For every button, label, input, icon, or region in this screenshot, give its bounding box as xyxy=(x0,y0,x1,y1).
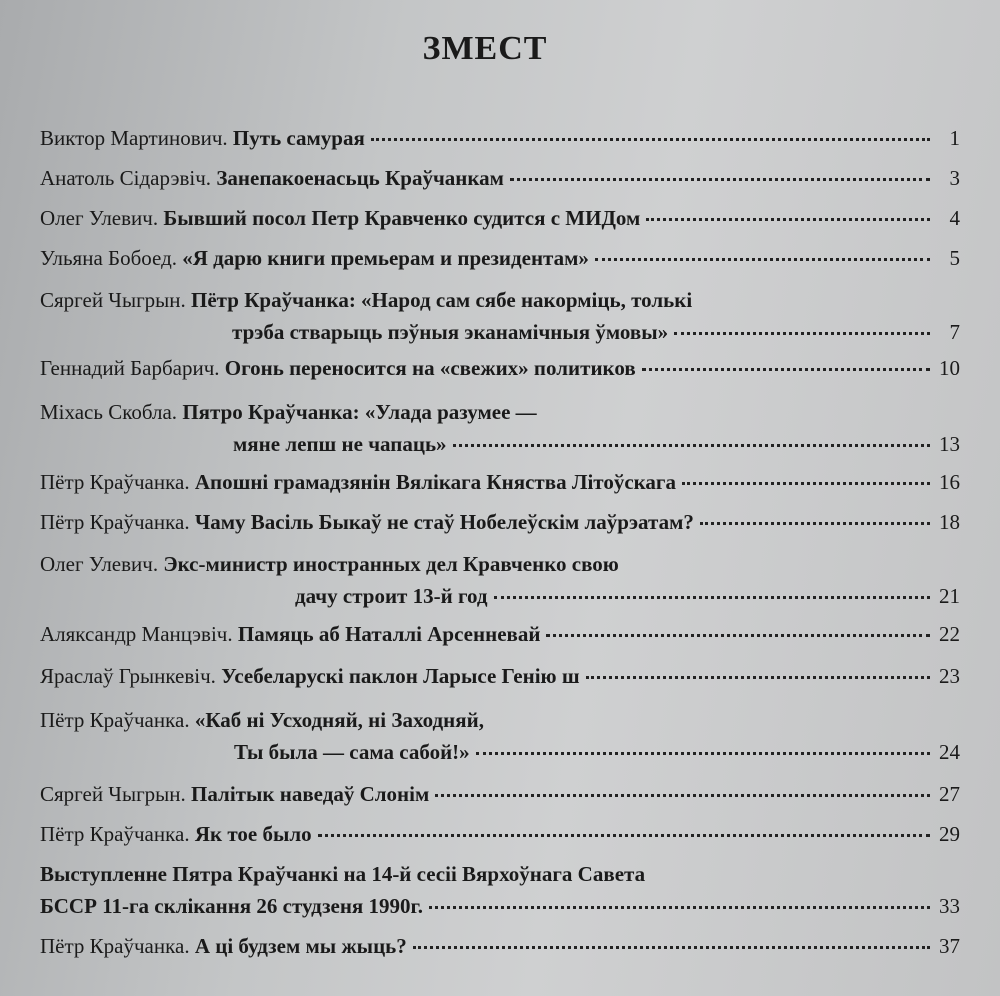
dot-leader xyxy=(453,444,930,447)
toc-title: Бывший посол Петр Кравченко судится с МИДом xyxy=(163,206,641,230)
toc-title-continued: трэба стварыць пэўныя эканамічныя ўмовы» xyxy=(232,320,669,344)
dot-leader xyxy=(700,522,930,525)
toc-author: Пётр Краўчанка. xyxy=(40,470,190,494)
toc-author: Пётр Краўчанка. xyxy=(40,822,190,846)
toc-author: Ульяна Бобоед. xyxy=(40,246,178,270)
toc-entry xyxy=(40,396,960,460)
dot-leader xyxy=(646,218,930,221)
toc-page-number: 24 xyxy=(939,740,960,764)
toc-author: Олег Улевич. xyxy=(40,206,159,230)
toc-title: Выступленне Пятра Краўчанкі на 14-й сесіі Вярхоўнага Савета xyxy=(40,862,646,886)
dot-leader xyxy=(429,906,930,909)
toc-title: Экс-министр иностранных дел Кравченко свою xyxy=(163,552,619,576)
toc-author: Олег Улевич. xyxy=(40,552,159,576)
toc-title-continued: мяне лепш не чапаць» xyxy=(233,432,447,456)
toc-entry xyxy=(40,858,960,922)
toc-title: Пётр Краўчанка: «Народ сам сябе накорміць, толькі xyxy=(191,288,693,312)
toc-author: Геннадий Барбарич. xyxy=(40,356,220,380)
page-title: ЗМЕСТ xyxy=(422,30,548,67)
toc-author: Пётр Краўчанка. xyxy=(40,708,190,732)
toc-title: «Я дарю книги премьерам и президентам» xyxy=(182,246,589,270)
toc-page-number: 10 xyxy=(939,356,960,380)
toc-page-number: 7 xyxy=(949,320,960,344)
toc-title: Усебеларускі паклон Ларысе Генію ш xyxy=(221,664,580,688)
toc-title: Як тое было xyxy=(194,822,312,846)
dot-leader xyxy=(642,368,930,371)
toc-title: А ці будзем мы жыць? xyxy=(194,934,407,958)
toc-page-number: 1 xyxy=(949,126,960,150)
toc-author: Сяргей Чыгрын. xyxy=(40,288,186,312)
toc-page-number: 21 xyxy=(939,584,960,608)
dot-leader xyxy=(318,834,930,837)
toc-entry xyxy=(40,704,960,768)
dot-leader xyxy=(586,676,930,679)
toc-entry xyxy=(40,122,960,154)
toc-title: «Каб ні Усходняй, ні Заходняй, xyxy=(194,708,484,732)
toc-title: Занепакоенасьць Краўчанкам xyxy=(216,166,504,190)
toc-author: Пётр Краўчанка. xyxy=(40,510,190,534)
toc-entry xyxy=(40,284,960,348)
toc-page-number: 16 xyxy=(939,470,960,494)
toc-page-number: 23 xyxy=(939,664,960,688)
toc-page-number: 29 xyxy=(939,822,960,846)
toc-author: Анатоль Сідарэвіч. xyxy=(40,166,212,190)
dot-leader xyxy=(371,138,930,141)
toc-page-number: 22 xyxy=(939,622,960,646)
toc-entry xyxy=(40,930,960,962)
dot-leader xyxy=(546,634,930,637)
toc-entry xyxy=(40,352,960,384)
toc-entry xyxy=(40,618,960,650)
toc-entry xyxy=(40,242,960,274)
toc-entry xyxy=(40,466,960,498)
toc-page-number: 5 xyxy=(949,246,960,270)
toc-title: Палітык наведаў Слонім xyxy=(191,782,430,806)
toc-entry xyxy=(40,660,960,692)
toc-title: Апошні грамадзянін Вялікага Княства Літоўскага xyxy=(194,470,676,494)
toc-title: Путь самурая xyxy=(232,126,365,150)
toc-author: Сяргей Чыгрын. xyxy=(40,782,186,806)
toc-page-number: 3 xyxy=(949,166,960,190)
toc-title: Памяць аб Наталлі Арсенневай xyxy=(237,622,541,646)
dot-leader xyxy=(595,258,930,261)
toc-title-continued: БССР 11-га склікання 26 студзеня 1990г. xyxy=(40,894,423,918)
dot-leader xyxy=(413,946,930,949)
toc-page-number: 4 xyxy=(949,206,960,230)
dot-leader xyxy=(682,482,930,485)
toc-entry xyxy=(40,818,960,850)
toc-author: Виктор Мартинович. xyxy=(40,126,228,150)
toc-page-number: 33 xyxy=(939,894,960,918)
toc-entry xyxy=(40,506,960,538)
toc-page-number: 27 xyxy=(939,782,960,806)
toc-title-continued: Ты была — сама сабой!» xyxy=(234,740,470,764)
dot-leader xyxy=(674,332,930,335)
toc-author: Аляксандр Манцэвіч. xyxy=(40,622,233,646)
toc-entry xyxy=(40,778,960,810)
toc-entry xyxy=(40,548,960,612)
dot-leader xyxy=(494,596,931,599)
toc-page-number: 18 xyxy=(939,510,960,534)
dot-leader xyxy=(476,752,930,755)
toc-entry xyxy=(40,162,960,194)
toc-author: Яраслаў Грынкевіч. xyxy=(40,664,216,688)
toc-title: Пятро Краўчанка: «Улада разумее — xyxy=(182,400,537,424)
dot-leader xyxy=(510,178,930,181)
toc-author: Пётр Краўчанка. xyxy=(40,934,190,958)
toc-page-number: 37 xyxy=(939,934,960,958)
toc-page-number: 13 xyxy=(939,432,960,456)
toc-entry xyxy=(40,202,960,234)
toc-title-continued: дачу строит 13-й год xyxy=(295,584,488,608)
toc-title: Чаму Васіль Быкаў не стаў Нобелеўскім лаўрэатам? xyxy=(194,510,694,534)
toc-author: Міхась Скобла. xyxy=(40,400,178,424)
dot-leader xyxy=(435,794,930,797)
toc-title: Огонь переносится на «свежих» политиков xyxy=(224,356,636,380)
